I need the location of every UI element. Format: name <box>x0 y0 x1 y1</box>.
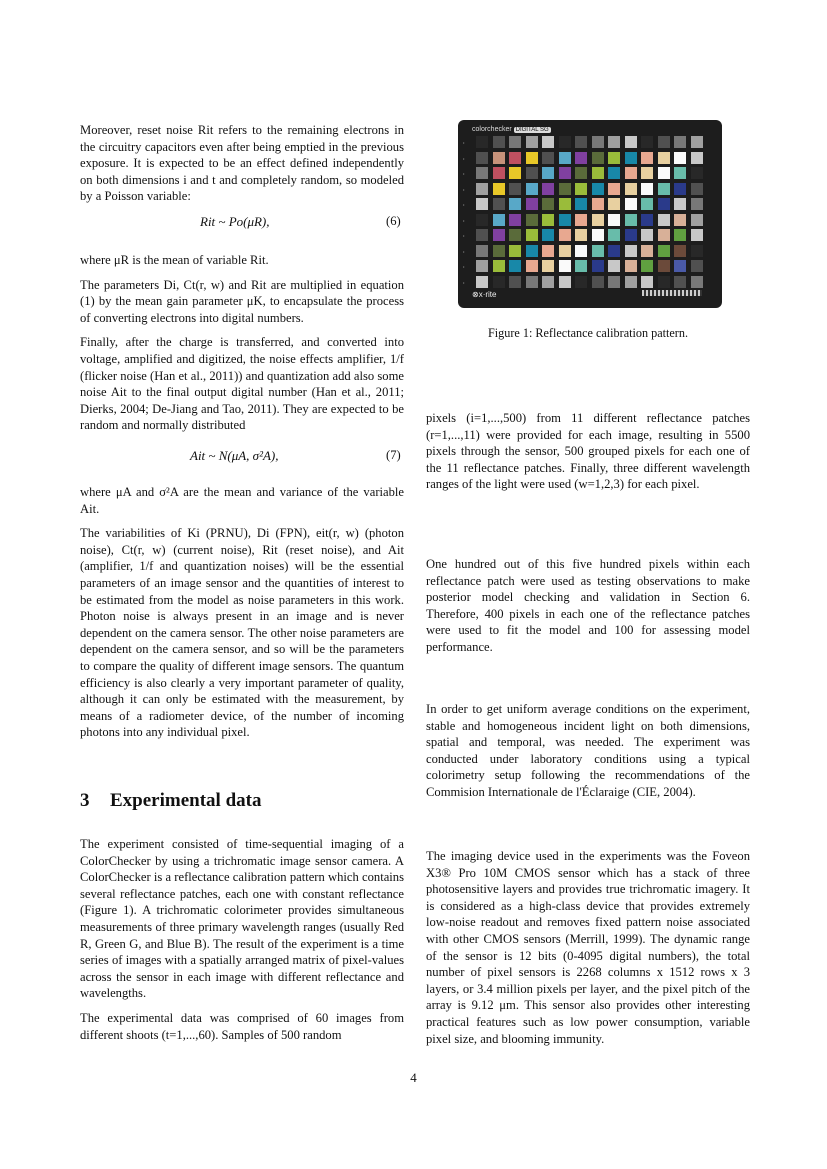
color-swatch <box>674 183 686 195</box>
color-swatch <box>476 229 488 241</box>
color-swatch <box>575 198 587 210</box>
color-swatch <box>542 229 554 241</box>
figure-caption: Figure 1: Reflectance calibration pattern. <box>488 326 688 340</box>
paragraph-variabilities: The variabilities of Ki (PRNU), Di (FPN), eit(r, w) (photon noise), Ct(r, w) (current noise), Rit (reset noise), and Ait (amplifier, 1/f and quantization noises) will be the essential parameters of an image sensor and the quantities of interest to be estimated from the model as noise parameters in this work. Photon noise is always present in an image and is never dependent on the camera sensor. The other noise parameters are dependent on the camera sensor, and so will be the parameters to compare the quality of different image sensors. The quantum efficiency is also clearly a very important parameter of quality, although it can only be estimated with the measurement, by means of a radiometer device, of the number of incoming photons into any individual pixel. <box>80 526 404 740</box>
color-swatch <box>592 245 604 257</box>
row-marker: • <box>463 264 465 269</box>
figure-scale-bar <box>642 290 702 296</box>
row-marker: • <box>463 217 465 223</box>
color-swatch <box>691 183 703 195</box>
color-swatch <box>493 260 505 272</box>
color-swatch <box>625 260 637 272</box>
color-swatch <box>658 276 670 288</box>
row-marker: • <box>463 202 465 207</box>
left-block-3 <box>80 484 404 749</box>
equation-7: Ait ~ N(μA, σ²A), <box>190 448 279 463</box>
color-swatch <box>559 183 571 195</box>
color-swatch <box>575 276 587 288</box>
color-swatch <box>608 260 620 272</box>
right-block-2 <box>426 556 750 664</box>
color-swatch <box>592 276 604 288</box>
color-swatch <box>509 229 521 241</box>
color-swatch <box>476 245 488 257</box>
row-marker: • <box>463 233 465 238</box>
color-swatch <box>691 136 703 148</box>
color-swatch <box>625 167 637 179</box>
color-swatch <box>608 183 620 195</box>
section-title: Experimental data <box>110 790 262 811</box>
color-swatch <box>509 136 521 148</box>
color-swatch <box>625 229 637 241</box>
color-swatch <box>575 260 587 272</box>
color-swatch <box>526 214 538 226</box>
color-swatch <box>526 260 538 272</box>
color-swatch <box>674 152 686 164</box>
color-swatch <box>476 214 488 226</box>
left-block-2 <box>80 252 404 442</box>
color-swatch <box>674 276 686 288</box>
color-swatch <box>674 229 686 241</box>
color-swatch <box>542 245 554 257</box>
color-swatch <box>658 260 670 272</box>
color-swatch <box>559 260 571 272</box>
color-swatch <box>641 183 653 195</box>
color-swatch <box>575 136 587 148</box>
equation-7-number: (7) <box>386 448 401 462</box>
paragraph-data-comprised: The experimental data was comprised of 60 images from different shoots (t=1,...,60). Samples of 500 random <box>80 1010 404 1042</box>
paragraph-one-hundred: One hundred out of this five hundred pixels within each reflectance patch were used as testing observations to make posterior model checking and validation in Section 6. Therefore, 400 pixels in each one of the reflectance patches were used to fit the model and 100 for assessing model performance. <box>426 557 750 654</box>
section-number: 3 <box>80 790 90 811</box>
color-swatch <box>476 198 488 210</box>
row-marker: • <box>463 248 465 254</box>
color-swatch <box>658 214 670 226</box>
color-swatch <box>493 214 505 226</box>
color-swatch <box>526 198 538 210</box>
color-swatch <box>493 229 505 241</box>
color-swatch <box>559 152 571 164</box>
color-swatch <box>559 136 571 148</box>
color-swatch <box>592 136 604 148</box>
color-swatch <box>674 245 686 257</box>
row-marker: • <box>463 140 465 145</box>
color-swatch <box>592 167 604 179</box>
color-swatch <box>608 245 620 257</box>
paragraph-mean-variance: where μA and σ²A are the mean and variance of the variable Ait. <box>80 485 404 516</box>
color-swatch <box>641 260 653 272</box>
color-swatch <box>493 183 505 195</box>
color-swatch <box>658 183 670 195</box>
color-swatch <box>641 198 653 210</box>
color-swatch <box>493 245 505 257</box>
color-swatch <box>592 198 604 210</box>
row-marker: • <box>463 171 465 176</box>
color-swatch <box>674 167 686 179</box>
color-swatch <box>509 245 521 257</box>
color-swatch <box>592 183 604 195</box>
color-swatch <box>625 198 637 210</box>
color-swatch <box>658 198 670 210</box>
color-swatch <box>608 136 620 148</box>
color-swatch <box>608 152 620 164</box>
color-swatch <box>575 152 587 164</box>
paragraph-imaging-device: The imaging device used in the experiments was the Foveon X3® Pro 10M CMOS sensor which has a stack of three photosensitive layers and provides true trichromatic imagery. It is considered as a high-class device that provides extremely low-noise readout and removes fixed pattern noise associated with other CMOS sensors (Merrill, 1999). The dynamic range of the sensor is 12 bits (0-4095 digital numbers), the total number of pixel sensors is 2268 columns x 1512 rows x 3 layers, or 3.4 million pixels per layer, and the pixel pitch of the array is 9.12 μm. This sensor also provides other interesting practical features such as low power consumption, variable pixel size, and blooming immunity. <box>426 849 750 1046</box>
color-swatch <box>608 214 620 226</box>
paragraph-parameters: The parameters Di, Ct(r, w) and Rit are multiplied in equation (1) by the mean gain parameter μK, to encapsulate the process of converting electrons into digital numbers. <box>80 277 404 325</box>
color-swatch <box>559 229 571 241</box>
color-swatch <box>509 167 521 179</box>
color-swatch <box>542 183 554 195</box>
color-swatch <box>575 229 587 241</box>
color-swatch <box>509 276 521 288</box>
row-marker: • <box>463 279 465 285</box>
color-swatch <box>575 167 587 179</box>
color-swatch <box>575 245 587 257</box>
color-swatch <box>559 276 571 288</box>
color-swatch <box>476 167 488 179</box>
color-swatch <box>641 136 653 148</box>
color-swatch <box>542 260 554 272</box>
color-swatch <box>509 183 521 195</box>
color-swatch <box>509 214 521 226</box>
color-swatch <box>526 152 538 164</box>
color-swatch <box>509 260 521 272</box>
color-swatch <box>592 229 604 241</box>
paragraph-uniform-conditions: In order to get uniform average conditions on the experiment, stable and homogeneous incident light on both dimensions, spatial and temporal, was needed. The experiment was conducted under laboratory conditions using a typical colorimetry setup following the recommendations of the Commision Internationale de l'Éclaraige (CIE, 2004). <box>426 702 750 799</box>
color-swatch <box>641 167 653 179</box>
page-number: 4 <box>410 1070 417 1085</box>
color-swatch <box>658 167 670 179</box>
color-swatch <box>526 167 538 179</box>
color-swatch <box>691 245 703 257</box>
color-swatch <box>658 245 670 257</box>
color-swatch <box>509 198 521 210</box>
left-block-4 <box>80 836 404 1051</box>
color-swatch <box>476 136 488 148</box>
paragraph-pixels: pixels (i=1,...,500) from 11 different reflectance patches (r=1,...,11) were provided for each image, resulting in 5500 pixels through the sensor, 500 grouped pixels for each one of the 11 reflectance patches. Finally, three different wavelength ranges of the light were used (w=1,2,3) for each pixel. <box>426 411 750 492</box>
color-swatch <box>575 183 587 195</box>
color-swatch <box>641 214 653 226</box>
color-swatch <box>526 276 538 288</box>
color-swatch <box>625 245 637 257</box>
paragraph-finally: Finally, after the charge is transferred, and converted into voltage, amplified and digitized, the noise effects amplifier, 1/f (flicker noise (Han et al., 2011)) and quantization add also some noise Ait to the final output digital number (Han et al., 2011; Dierks, 2004; De-Jiang and Tao, 2011). They are expected to be random and normally distributed <box>80 335 404 433</box>
color-swatch <box>608 198 620 210</box>
color-swatch <box>674 136 686 148</box>
right-block-4 <box>426 848 750 1055</box>
paragraph-mean-r: where μR is the mean of variable Rit. <box>80 253 269 267</box>
color-swatch <box>641 229 653 241</box>
color-swatch <box>691 152 703 164</box>
color-swatch <box>542 214 554 226</box>
color-swatch <box>674 214 686 226</box>
color-swatch <box>625 152 637 164</box>
color-swatch <box>559 167 571 179</box>
color-swatch <box>608 276 620 288</box>
color-swatch <box>674 198 686 210</box>
equation-6-number: (6) <box>386 214 401 228</box>
color-swatch <box>641 276 653 288</box>
color-swatch <box>542 152 554 164</box>
figure-brand: colorchecker DIGITAL SG <box>472 126 549 133</box>
color-swatch <box>559 214 571 226</box>
color-swatch <box>592 260 604 272</box>
color-swatch <box>493 152 505 164</box>
color-swatch <box>542 136 554 148</box>
color-swatch <box>691 276 703 288</box>
color-swatch <box>493 198 505 210</box>
color-swatch <box>691 260 703 272</box>
color-swatch <box>526 245 538 257</box>
colorchecker-figure <box>458 120 722 308</box>
color-swatch <box>542 167 554 179</box>
color-swatch <box>658 152 670 164</box>
paragraph-reset-noise: Moreover, reset noise Rit refers to the remaining electrons in the circuitry capacitors even after being emptied in the previous exposure. It is expected to be an effect defined independently on both dimensions i and t and completely random, so modeled by a Poisson variable: <box>80 123 404 204</box>
color-swatch <box>559 198 571 210</box>
color-swatch <box>691 167 703 179</box>
paragraph-experiment: The experiment consisted of time-sequential imaging of a ColorChecker by using a trichromatic image sensor camera. A ColorChecker is a reflectance calibration pattern which contains several reflectance patches, each one with constant reflectance (Figure 1). A trichromatic colorimeter provides simultaneous measurements of three primary wavelength ranges (usually Red R, Green G, and Blue B). The result of the experiment is a time series of images with a spatially arranged matrix of pixel-values across the sensor in each image with different reflectance and wavelengths. <box>80 837 404 1001</box>
color-swatch <box>625 136 637 148</box>
color-swatch <box>542 198 554 210</box>
color-swatch <box>476 152 488 164</box>
color-swatch <box>493 276 505 288</box>
color-swatch <box>575 214 587 226</box>
color-swatch <box>476 276 488 288</box>
row-marker: • <box>463 186 465 192</box>
color-swatch <box>608 167 620 179</box>
color-swatch <box>476 260 488 272</box>
color-swatch <box>493 136 505 148</box>
color-swatch <box>641 152 653 164</box>
color-swatch <box>691 229 703 241</box>
section-heading <box>80 790 261 812</box>
color-swatch <box>691 214 703 226</box>
color-swatch <box>559 245 571 257</box>
left-block-1 <box>80 122 404 213</box>
color-swatch <box>658 229 670 241</box>
right-block-1 <box>426 410 750 501</box>
color-swatch <box>526 136 538 148</box>
color-swatch <box>674 260 686 272</box>
color-swatch <box>625 183 637 195</box>
equation-6: Rit ~ Po(μR), <box>200 214 270 229</box>
color-swatch <box>658 136 670 148</box>
color-swatch <box>493 167 505 179</box>
color-swatch <box>625 214 637 226</box>
color-swatch <box>592 152 604 164</box>
color-swatch <box>542 276 554 288</box>
color-swatch <box>608 229 620 241</box>
color-swatch <box>641 245 653 257</box>
xrite-logo: ⊗x·rite <box>472 290 497 299</box>
color-swatch <box>476 183 488 195</box>
color-swatch <box>691 198 703 210</box>
color-swatch <box>509 152 521 164</box>
right-block-3 <box>426 701 750 809</box>
row-marker: • <box>463 155 465 161</box>
color-swatch <box>592 214 604 226</box>
color-swatch <box>526 183 538 195</box>
color-swatch <box>526 229 538 241</box>
color-swatch <box>625 276 637 288</box>
